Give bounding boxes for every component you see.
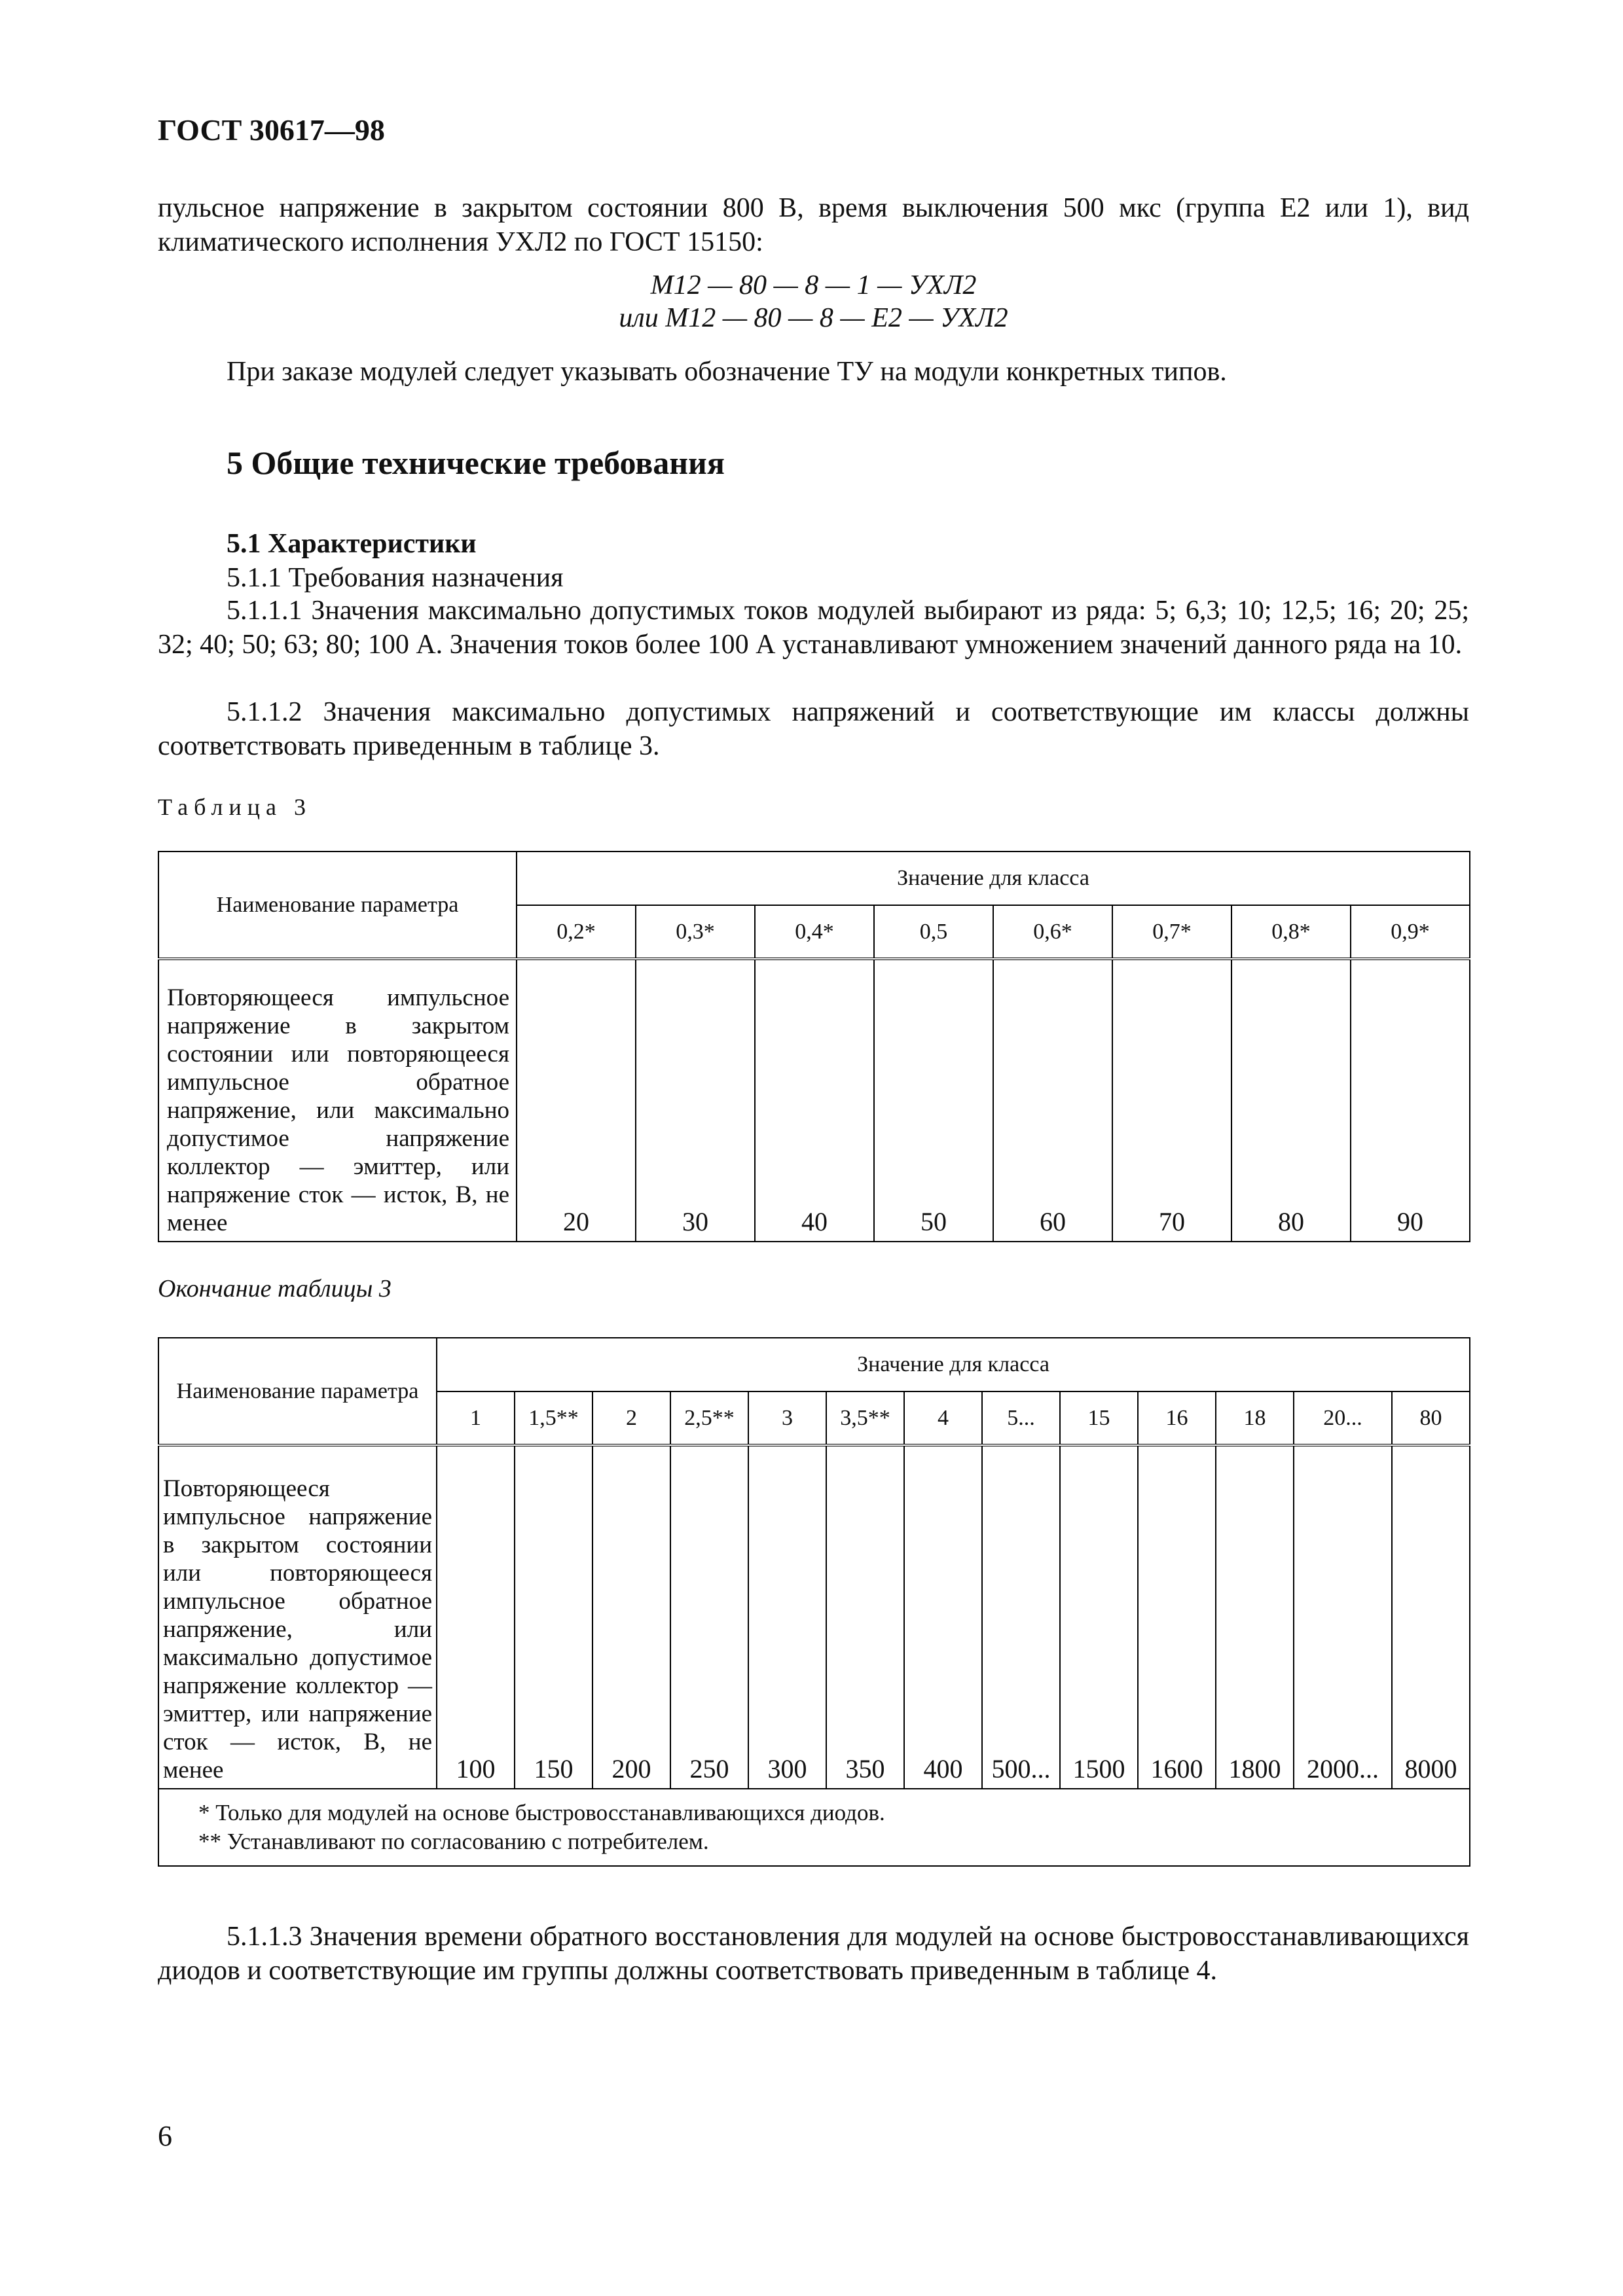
table-3c-class: 2,5**: [670, 1391, 748, 1445]
table-3-class: 0,5: [874, 905, 993, 959]
table-3-class: 0,3*: [636, 905, 755, 959]
intro-paragraph: пульсное напряжение в закрытом состоянии 800 В, время выключения 500 мкс (группа Е2 или 1), вид климатического исполнения УХЛ2 по ГОСТ 15150:: [158, 193, 1469, 257]
table-note-2: ** Устанавливают по согласованию с потребителем.: [198, 1829, 709, 1854]
table-3c-value: 300: [748, 1445, 826, 1789]
table-3c-class: 3: [748, 1391, 826, 1445]
table-3-class: 0,9*: [1351, 905, 1470, 959]
table-3c-class: 16: [1138, 1391, 1216, 1445]
table-3-class: 0,2*: [517, 905, 636, 959]
order-note: При заказе модулей следует указывать обозначение ТУ на модули конкретных типов.: [227, 357, 1227, 387]
table-3c-param-text: Повторяющееся импульсное напряжение в закрытом состоянии или повторяющееся импульсное обратное напряжение, или максимально допустимое напряжение коллектор — эмиттер, или напряжение сток — исток, В, не менее: [163, 1475, 432, 1784]
table-3-value: 20: [517, 959, 636, 1242]
table-3: [158, 851, 1470, 1242]
table-3c-class: 1,5**: [515, 1391, 593, 1445]
table-3-value-header: Значение для класса: [517, 852, 1470, 905]
table-3c-param-header: Наименование параметра: [158, 1338, 437, 1445]
table-3-value: 60: [993, 959, 1112, 1242]
table-3-value: 80: [1231, 959, 1351, 1242]
table-3c-class: 1: [437, 1391, 515, 1445]
subsection-5-1: 5.1 Характеристики: [227, 529, 477, 559]
paragraph-5-1-1-2: 5.1.1.2 Значения максимально допустимых напряжений и соответствующие им классы должны соответствовать приведенным в таблице 3.: [158, 697, 1469, 761]
table-3c-class: 18: [1216, 1391, 1294, 1445]
table-3-param-text: Повторяющееся импульсное напряжение в закрытом состоянии или повторяющееся импульсное обратное напряжение, или максимально допустимое напряжение коллектор — эмиттер, или напряжение сток — исток, В, не менее: [167, 984, 509, 1236]
table-3c-class: 20...: [1294, 1391, 1392, 1445]
table-3-class: 0,4*: [755, 905, 874, 959]
subsection-5-1-1: 5.1.1 Требования назначения: [227, 563, 564, 593]
table-3-class: 0,7*: [1112, 905, 1231, 959]
table-3c-value: 350: [826, 1445, 904, 1789]
table-3-continuation: [158, 1337, 1470, 1867]
table-3-value: 90: [1351, 959, 1470, 1242]
formula-line-2: или М12 — 80 — 8 — Е2 — УХЛ2: [619, 303, 1008, 333]
table-3c-value: 500...: [982, 1445, 1060, 1789]
table-3c-value: 100: [437, 1445, 515, 1789]
table-3c-value: 150: [515, 1445, 593, 1789]
table-3-class: 0,6*: [993, 905, 1112, 959]
table-3-param-header: Наименование параметра: [158, 852, 517, 959]
table-3c-value: 250: [670, 1445, 748, 1789]
table-3c-class: 3,5**: [826, 1391, 904, 1445]
table-3c-class: 2: [593, 1391, 670, 1445]
table-3-continuation-label: Окончание таблицы 3: [158, 1275, 392, 1302]
table-3c-value: 1500: [1060, 1445, 1138, 1789]
table-3c-value: 1600: [1138, 1445, 1216, 1789]
table-3c-class: 80: [1392, 1391, 1470, 1445]
table-3c-value: 200: [593, 1445, 670, 1789]
table-3c-value-header: Значение для класса: [437, 1338, 1470, 1391]
page-number: 6: [158, 2120, 172, 2152]
formula-line-1: М12 — 80 — 8 — 1 — УХЛ2: [650, 270, 977, 300]
table-3c-class: 4: [904, 1391, 982, 1445]
table-3c-class: 5...: [982, 1391, 1060, 1445]
table-3c-value: 1800: [1216, 1445, 1294, 1789]
table-note-1: * Только для модулей на основе быстровосстанавливающихся диодов.: [198, 1800, 885, 1825]
paragraph-5-1-1-3: 5.1.1.3 Значения времени обратного восстановления для модулей на основе быстровосстанавливающихся диодов и соответствующие им группы должны соответствовать приведенным в таблице 4.: [158, 1922, 1469, 1986]
table-3c-notes: [158, 1789, 1470, 1866]
table-3-value: 70: [1112, 959, 1231, 1242]
table-3c-value: 400: [904, 1445, 982, 1789]
table-3c-value: 8000: [1392, 1445, 1470, 1789]
table-3-value: 50: [874, 959, 993, 1242]
table-3-label: Таблица 3: [158, 794, 312, 820]
paragraph-5-1-1-1: 5.1.1.1 Значения максимально допустимых токов модулей выбирают из ряда: 5; 6,3; 10; 12,5; 16; 20; 25; 32; 40; 50; 63; 80; 100 А. Значения токов более 100 А устанавливают умножением значений данного ряда на 10.: [158, 596, 1469, 660]
table-3c-value: 2000...: [1294, 1445, 1392, 1789]
table-3c-class: 15: [1060, 1391, 1138, 1445]
section-title: 5 Общие технические требования: [227, 444, 725, 481]
document-header: ГОСТ 30617—98: [158, 113, 385, 147]
table-3-class: 0,8*: [1231, 905, 1351, 959]
table-3-value: 40: [755, 959, 874, 1242]
table-3-value: 30: [636, 959, 755, 1242]
